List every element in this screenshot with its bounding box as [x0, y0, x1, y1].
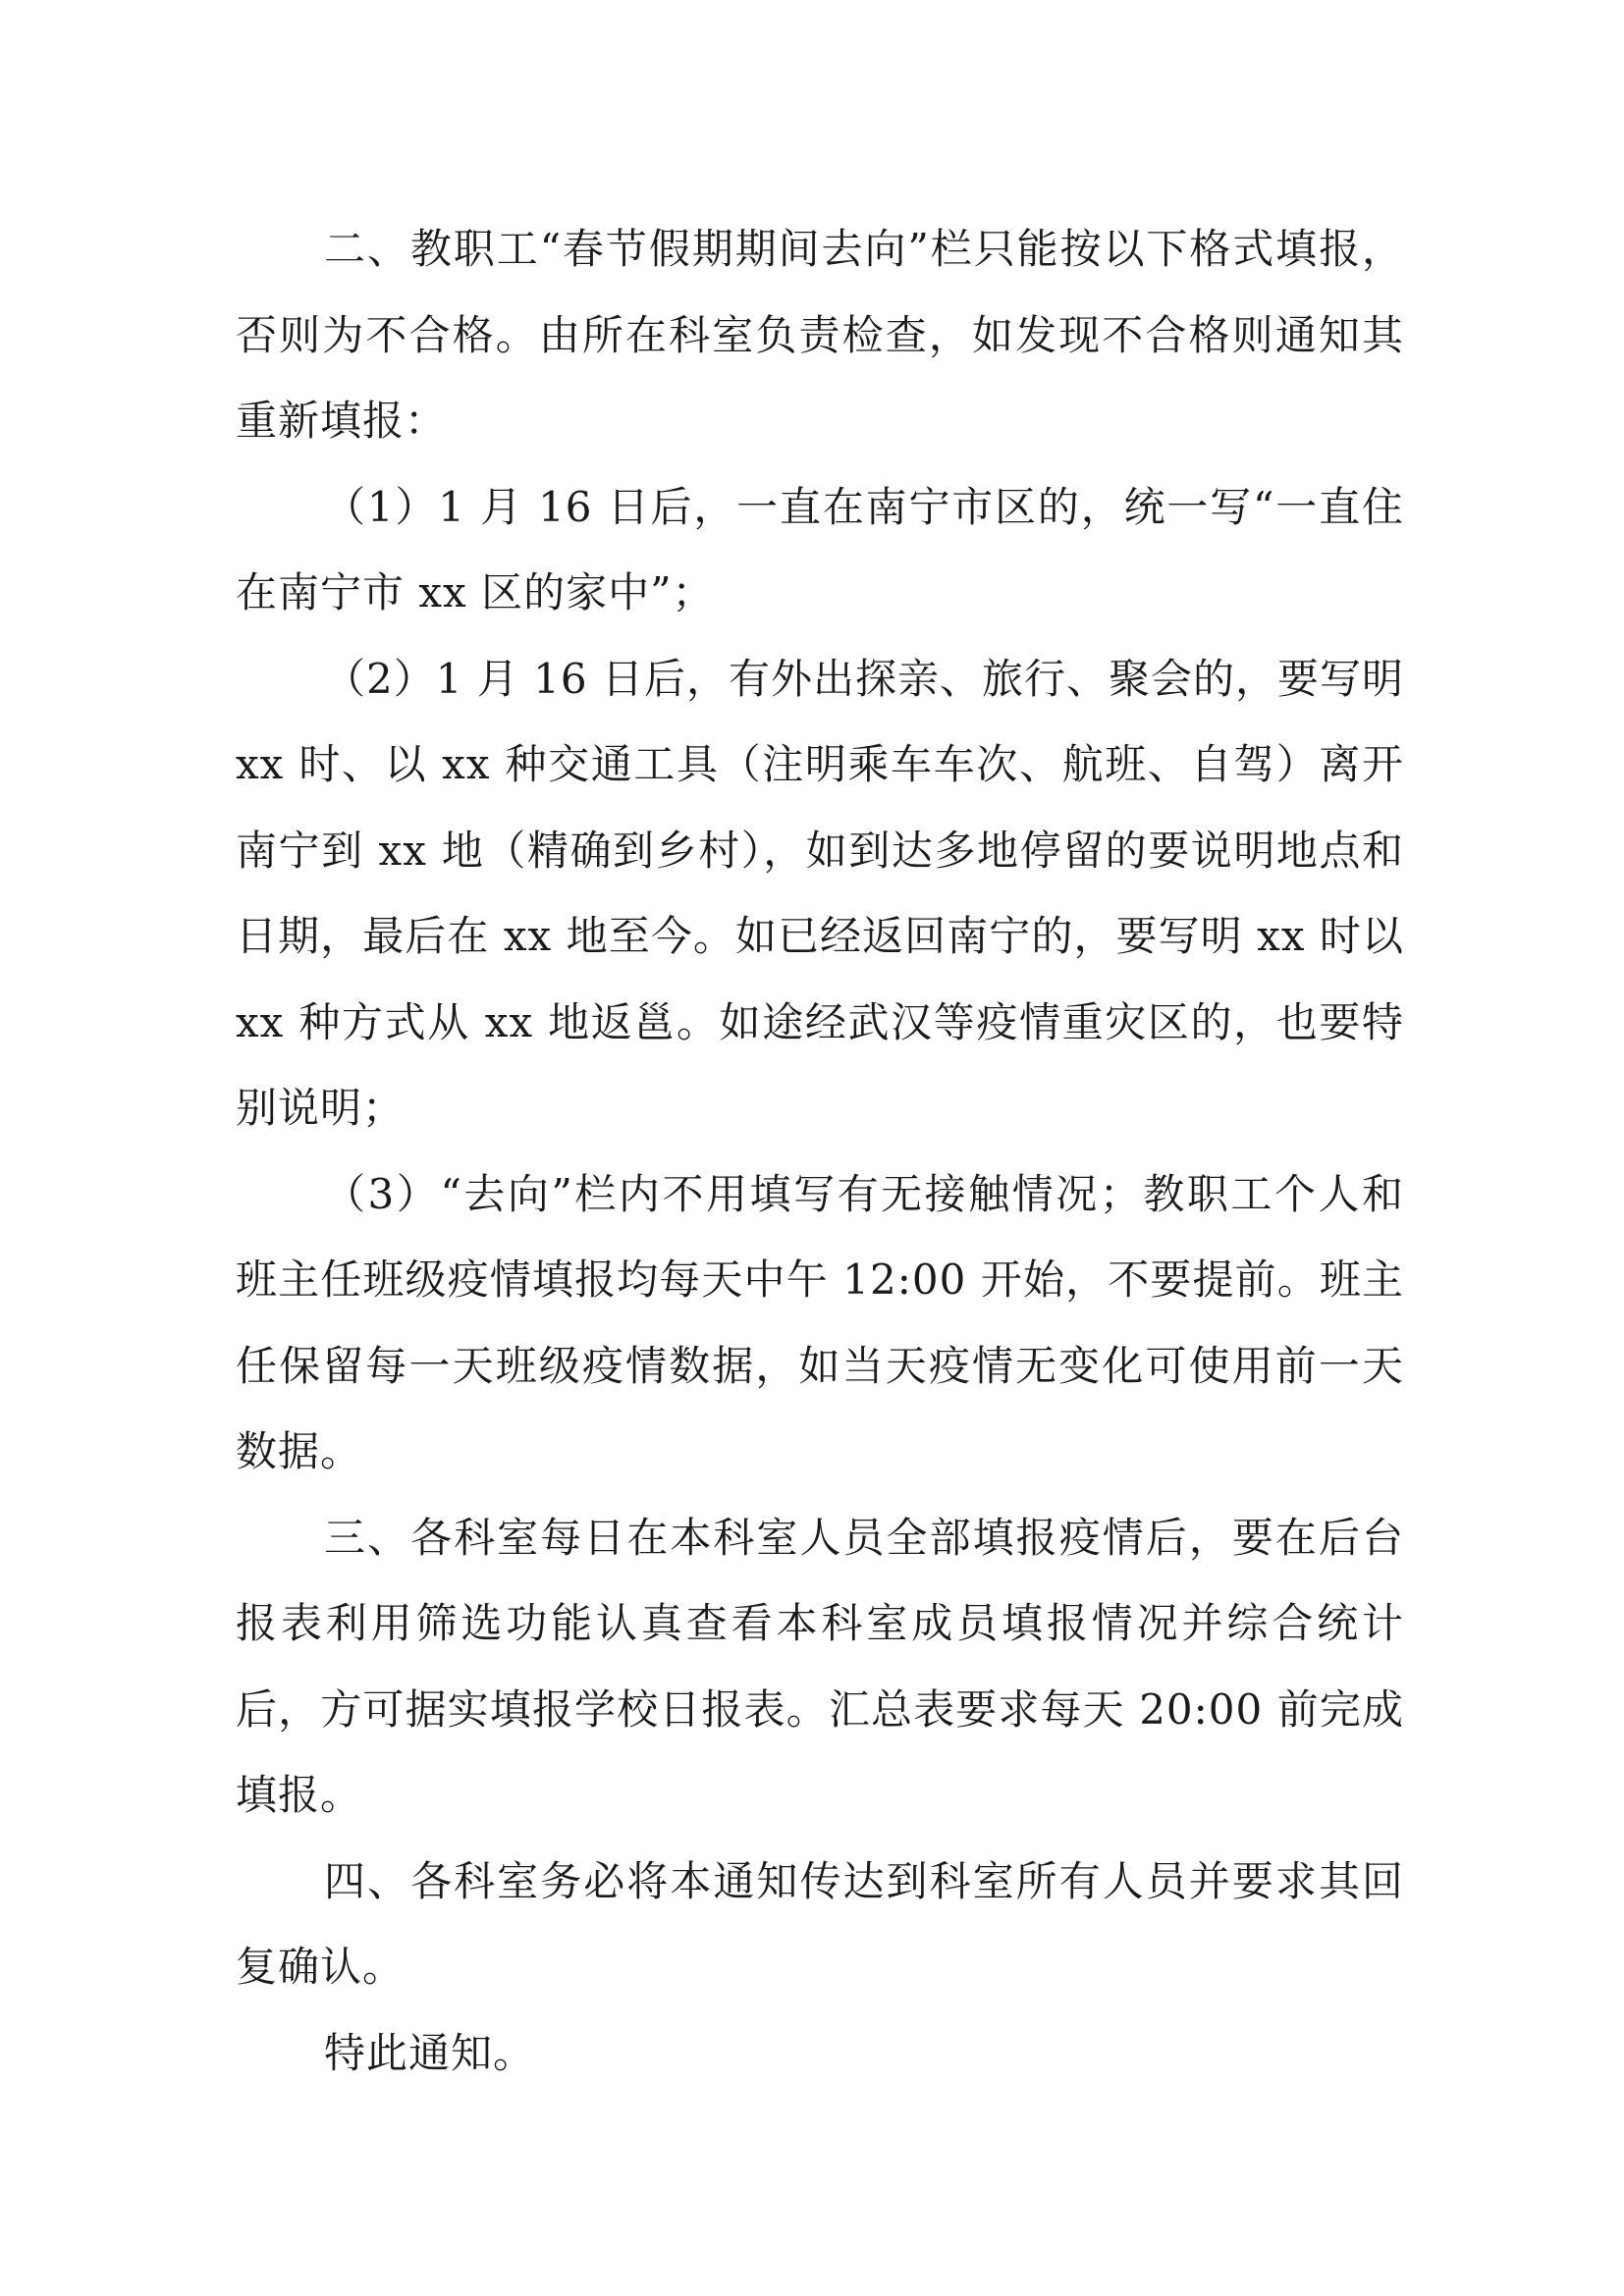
- paragraph-section-two: 二、教职工“春节假期期间去向”栏只能按以下格式填报，否则为不合格。由所在科室负责检查，如发现不合格则通知其重新填报：: [236, 225, 1404, 445]
- document-body: [236, 206, 1404, 2096]
- paragraph-item-2: （2）1 月 16 日后，有外出探亲、旅行、聚会的，要写明 xx 时、以 xx 种交通工具（注明乘车车次、航班、自驾）离开南宁到 xx 地（精确到乡村），如到达多地停留的要说明地点和日期，最后在 xx 地至今。如已经返回南宁的，要写明 xx 时以 xx 种方式从 xx 地返邕。如途经武汉等疫情重灾区的，也要特别说明；: [236, 654, 1404, 1132]
- paragraph-section-three: 三、各科室每日在本科室人员全部填报疫情后，要在后台报表利用筛选功能认真查看本科室成员填报情况并综合统计后，方可据实填报学校日报表。汇总表要求每天 20:00 前完成填报。: [236, 1513, 1404, 1819]
- paragraph-item-1: （1）1 月 16 日后，一直在南宁市区的，统一写“一直住在南宁市 xx 区的家中”；: [236, 482, 1404, 616]
- paragraph-item-3: （3）“去向”栏内不用填写有无接触情况；教职工个人和班主任班级疫情填报均每天中午 12:00 开始，不要提前。班主任保留每一天班级疫情数据，如当天疫情无变化可使用前一天数据。: [236, 1169, 1404, 1475]
- paragraph-section-four: 四、各科室务必将本通知传达到科室所有人员并要求其回复确认。: [236, 1856, 1404, 1991]
- closing-line: 特此通知。: [324, 2028, 536, 2077]
